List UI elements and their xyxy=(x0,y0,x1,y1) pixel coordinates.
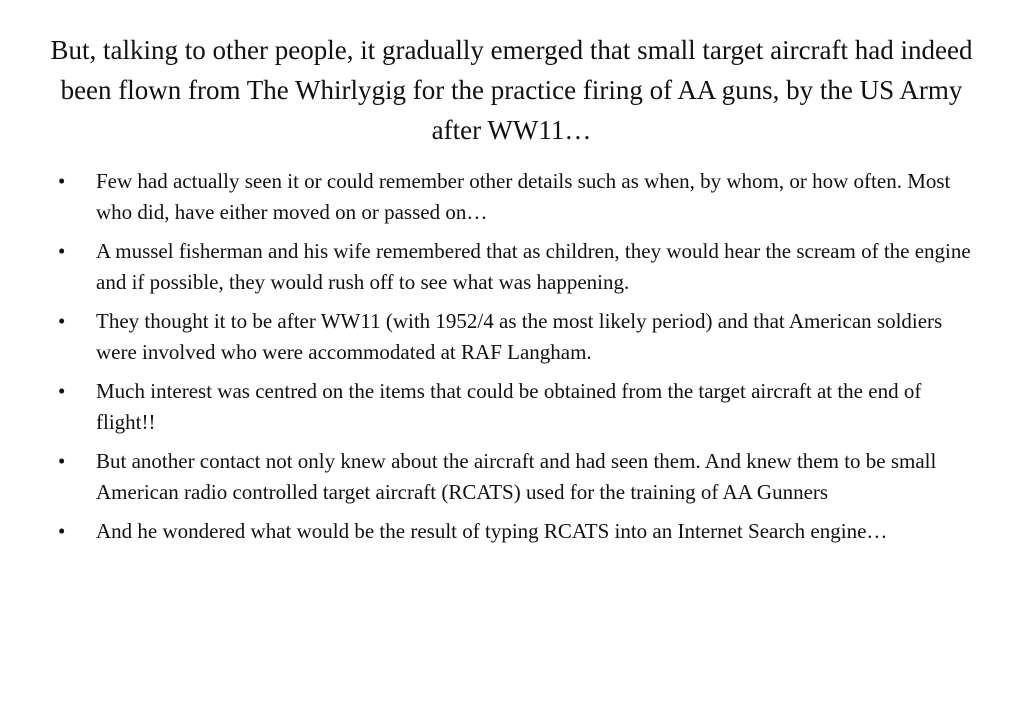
slide-title: But, talking to other people, it gradually emerged that small target aircraft had indeed been flown from The Whirlygig for the practice firing of AA guns, by the US Army after WW11… xyxy=(50,35,973,145)
bullet-icon: • xyxy=(58,169,66,193)
bullet-list xyxy=(58,166,978,555)
bullet-text: Much interest was centred on the items that could be obtained from the target aircraft at the end of flight!! xyxy=(96,379,922,434)
bullet-text: They thought it to be after WW11 (with 1952/4 as the most likely period) and that American soldiers were involved who were accommodated at RAF Langham. xyxy=(96,309,943,364)
list-item xyxy=(58,166,978,228)
bullet-text: But another contact not only knew about the aircraft and had seen them. And knew them to be small American radio controlled target aircraft (RCATS) used for the training of AA Gunners xyxy=(96,449,937,504)
list-item xyxy=(58,376,978,438)
bullet-icon: • xyxy=(58,239,66,263)
list-item xyxy=(58,236,978,298)
bullet-icon: • xyxy=(58,519,66,543)
list-item xyxy=(58,446,978,508)
bullet-icon: • xyxy=(58,449,66,473)
list-item xyxy=(58,516,978,547)
bullet-text: A mussel fisherman and his wife remembered that as children, they would hear the scream of the engine and if possible, they would rush off to see what was happening. xyxy=(96,239,971,294)
list-item xyxy=(58,306,978,368)
bullet-text: And he wondered what would be the result of typing RCATS into an Internet Search engine… xyxy=(96,519,888,543)
bullet-text: Few had actually seen it or could remember other details such as when, by whom, or how often. Most who did, have either moved on or passed on… xyxy=(96,169,951,224)
bullet-icon: • xyxy=(58,379,66,403)
bullet-icon: • xyxy=(58,309,66,333)
